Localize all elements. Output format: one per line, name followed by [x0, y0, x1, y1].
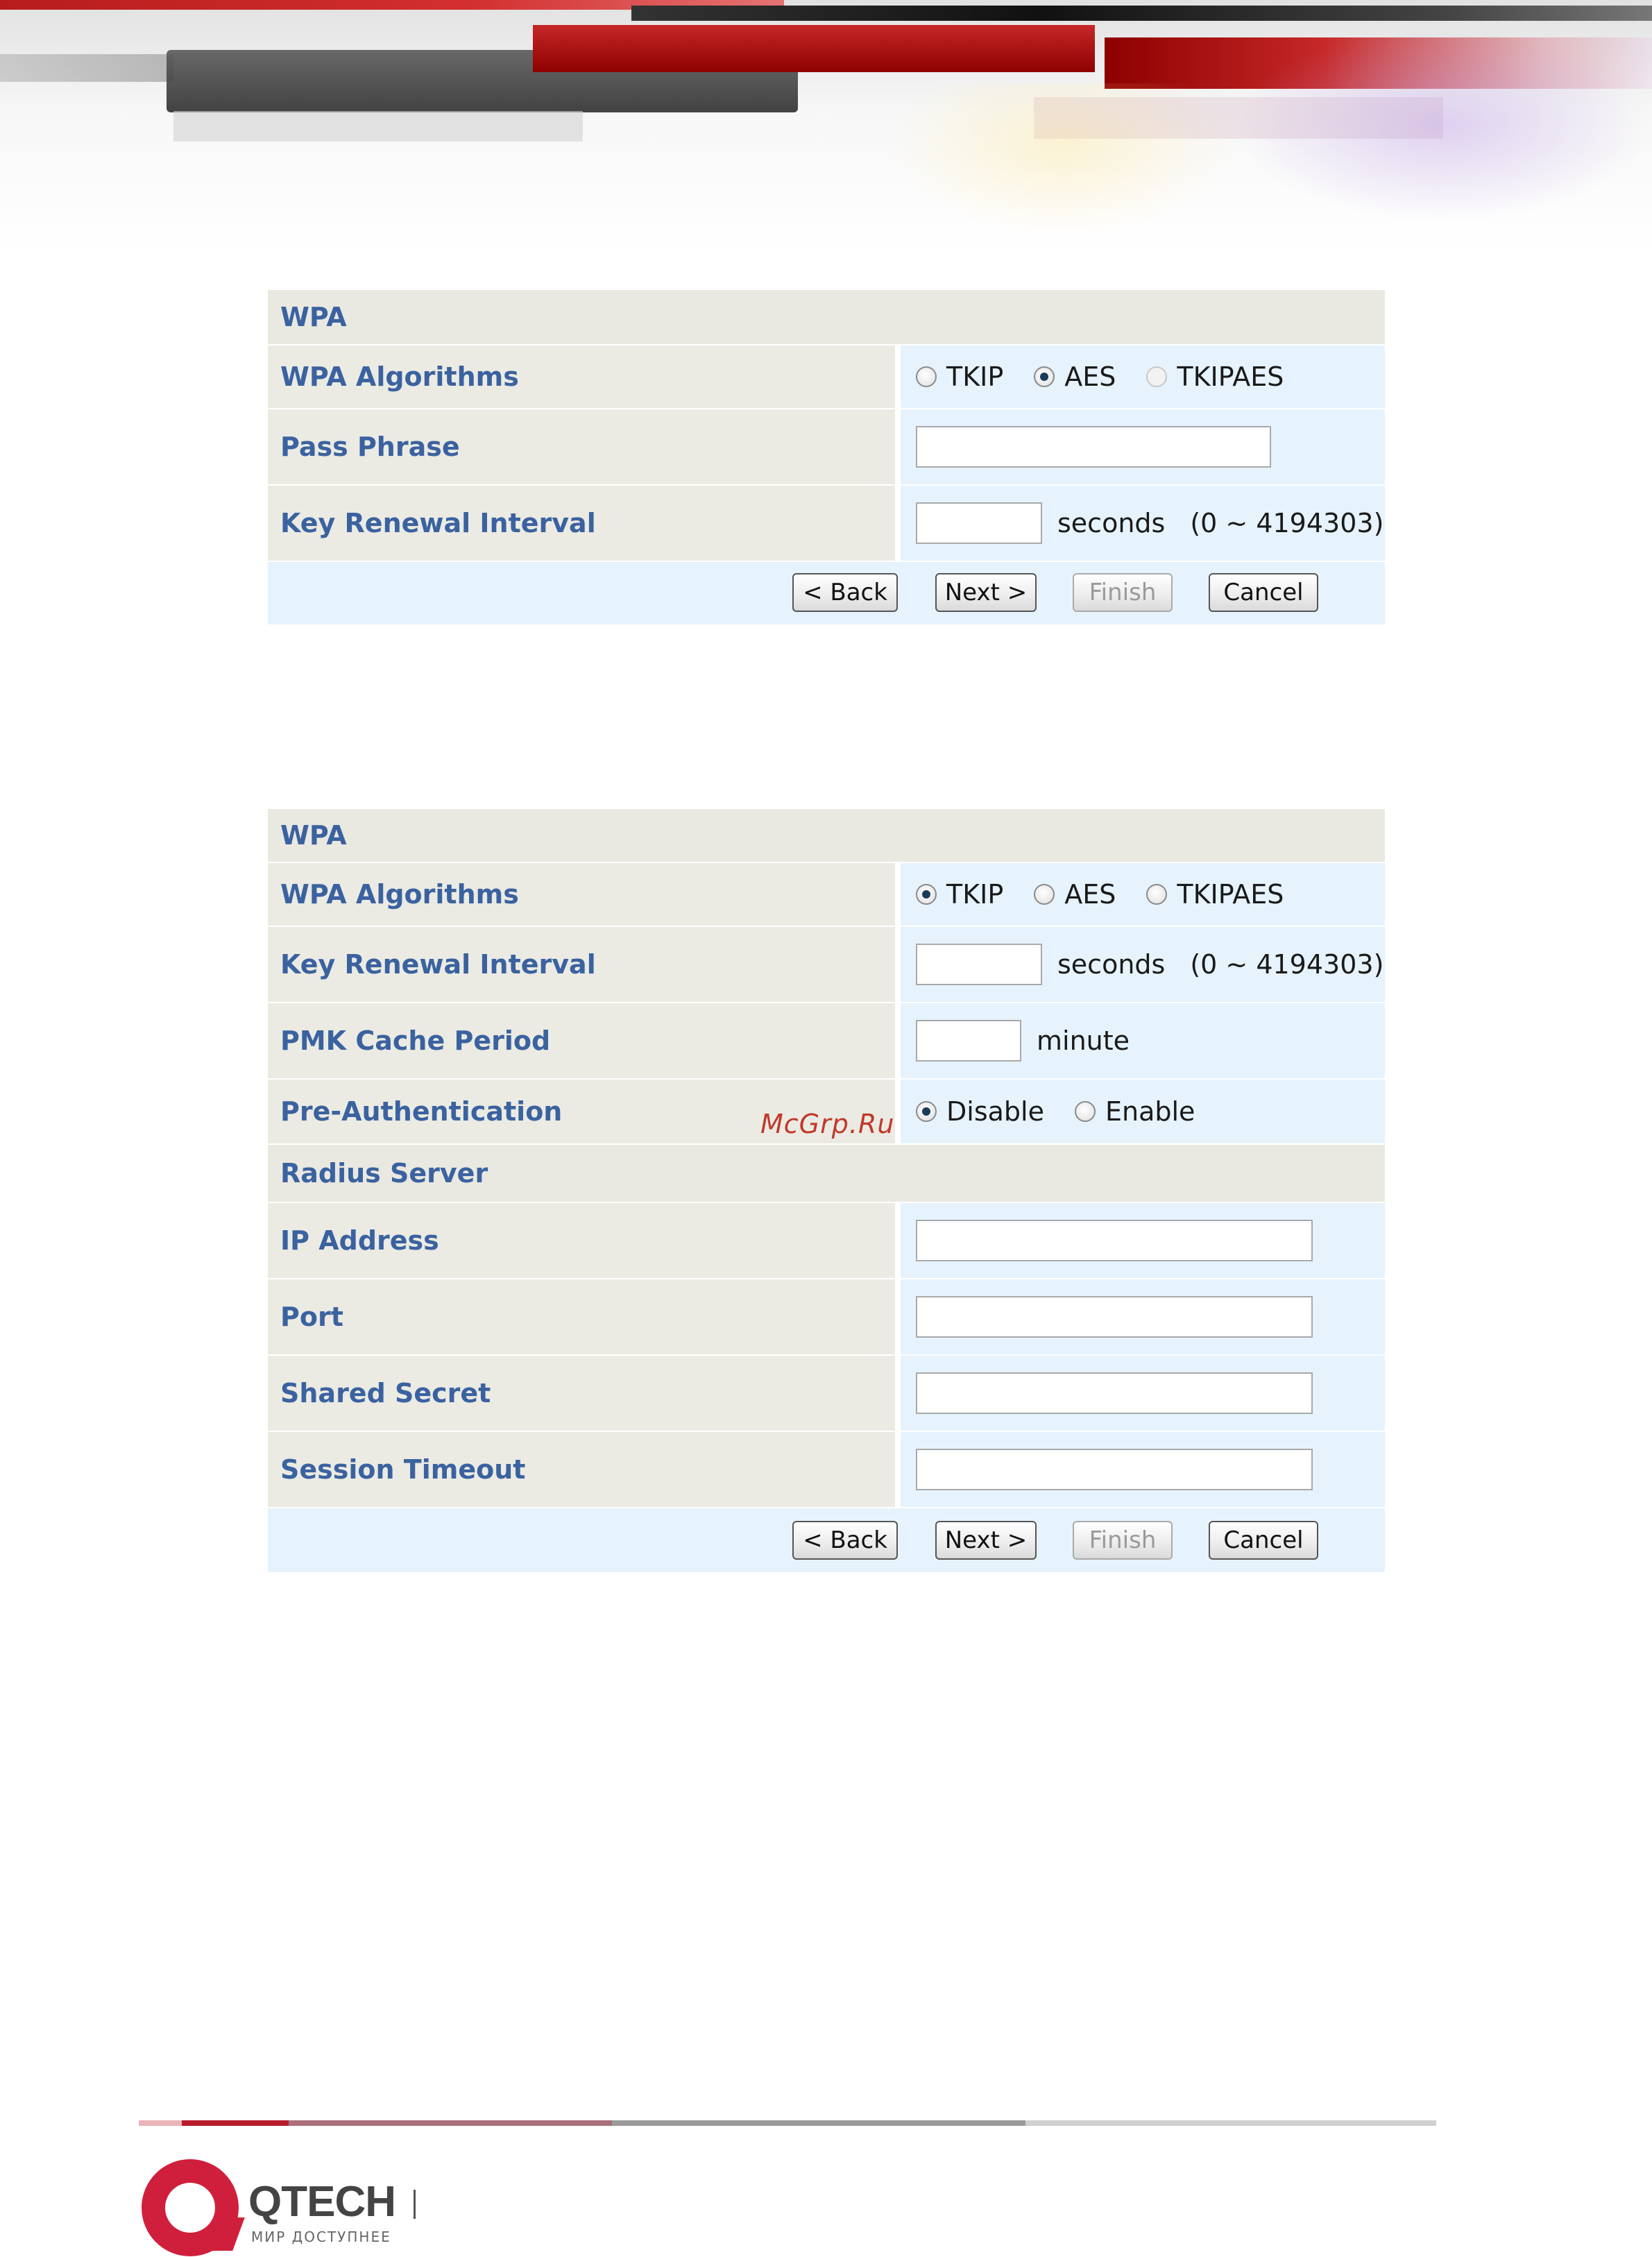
wizard-button-bar [268, 562, 1385, 626]
footer-rule [182, 2120, 289, 2126]
unit-label: minute [1037, 1025, 1130, 1056]
section-title: WPA [280, 820, 347, 851]
watermark-text: McGrp.Ru [760, 1109, 895, 1139]
field-label: IP Address [268, 1203, 901, 1278]
radio-circle-icon[interactable] [1034, 366, 1055, 387]
footer-rule [289, 2120, 612, 2126]
wpa-form-2 [268, 809, 1385, 1574]
logo-brand: QTECH [248, 2178, 395, 2226]
range-hint: (0 ~ 4194303) [1190, 508, 1384, 538]
key-renewal-row [268, 486, 1385, 562]
radio-circle-icon[interactable] [916, 1101, 937, 1122]
wizard-button-bar [268, 1508, 1385, 1574]
cancel-button[interactable]: Cancel [1209, 573, 1318, 612]
pass-phrase-row [268, 409, 1385, 486]
radio-aes[interactable]: AES [1034, 361, 1116, 392]
cancel-button[interactable]: Cancel [1209, 1521, 1318, 1560]
finish-button: Finish [1073, 1521, 1173, 1560]
wpa-form-1 [268, 290, 1385, 626]
radio-tkip[interactable]: TKIP [916, 879, 1003, 910]
wpa-algorithms-options [901, 346, 1385, 408]
footer-rule [139, 2120, 182, 2126]
radio-circle-icon [1146, 366, 1167, 387]
session-timeout-row [268, 1432, 1385, 1508]
section-title: Radius Server [280, 1158, 488, 1189]
ip-address-input[interactable] [916, 1220, 1313, 1261]
field-label: Pass Phrase [268, 409, 901, 484]
radio-tkip[interactable]: TKIP [916, 361, 1003, 392]
unit-label: seconds [1057, 508, 1166, 538]
key-renewal-input[interactable] [916, 944, 1042, 985]
key-renewal-row [268, 927, 1385, 1003]
section-header [268, 809, 1385, 863]
pmk-cache-row [268, 1003, 1385, 1080]
next-button[interactable]: Next > [935, 1521, 1037, 1560]
wpa-algorithms-options [901, 863, 1385, 926]
shared-secret-row [268, 1356, 1385, 1432]
page-header-banner [0, 0, 1652, 250]
field-label: WPA Algorithms [268, 863, 901, 926]
port-input[interactable] [916, 1296, 1313, 1338]
pre-authentication-options [901, 1080, 1385, 1143]
field-label: PMK Cache Period [268, 1003, 901, 1078]
key-renewal-input[interactable] [916, 502, 1042, 544]
radio-tkipaes[interactable]: TKIPAES [1146, 879, 1284, 910]
field-label: WPA Algorithms [268, 346, 901, 408]
radio-aes[interactable]: AES [1034, 879, 1116, 910]
radius-section-header [268, 1145, 1385, 1203]
radio-circle-icon[interactable] [1146, 884, 1167, 905]
logo-tagline: МИР ДОСТУПНЕЕ [251, 2229, 391, 2245]
radio-circle-icon[interactable] [1075, 1101, 1096, 1122]
next-button[interactable]: Next > [935, 573, 1037, 612]
radio-circle-icon[interactable] [916, 366, 937, 387]
pass-phrase-input[interactable] [916, 426, 1271, 468]
pmk-cache-input[interactable] [916, 1020, 1021, 1062]
back-button[interactable]: < Back [792, 573, 898, 612]
field-label: Session Timeout [268, 1432, 901, 1507]
radio-circle-icon[interactable] [916, 884, 937, 905]
footer-rule [1025, 2120, 1436, 2126]
range-hint: (0 ~ 4194303) [1190, 949, 1384, 980]
wpa-algorithms-row [268, 863, 1385, 927]
footer-rule [612, 2120, 1025, 2126]
radio-disable[interactable]: Disable [916, 1096, 1044, 1127]
field-label: Port [268, 1279, 901, 1354]
ip-address-row [268, 1203, 1385, 1279]
shared-secret-input[interactable] [916, 1372, 1313, 1414]
back-button[interactable]: < Back [792, 1521, 898, 1560]
port-row [268, 1279, 1385, 1356]
section-title: WPA [280, 302, 347, 332]
logo-divider [414, 2190, 416, 2219]
session-timeout-input[interactable] [916, 1449, 1313, 1490]
field-label: Key Renewal Interval [268, 927, 901, 1002]
section-header [268, 290, 1385, 346]
wpa-algorithms-row [268, 346, 1385, 409]
radio-circle-icon[interactable] [1034, 884, 1055, 905]
field-label: Pre-Authentication [268, 1080, 901, 1143]
radio-tkipaes: TKIPAES [1146, 361, 1284, 392]
field-label: Key Renewal Interval [268, 486, 901, 561]
radio-enable[interactable]: Enable [1075, 1096, 1195, 1127]
field-label: Shared Secret [268, 1356, 901, 1431]
unit-label: seconds [1057, 949, 1166, 980]
finish-button: Finish [1073, 573, 1173, 612]
